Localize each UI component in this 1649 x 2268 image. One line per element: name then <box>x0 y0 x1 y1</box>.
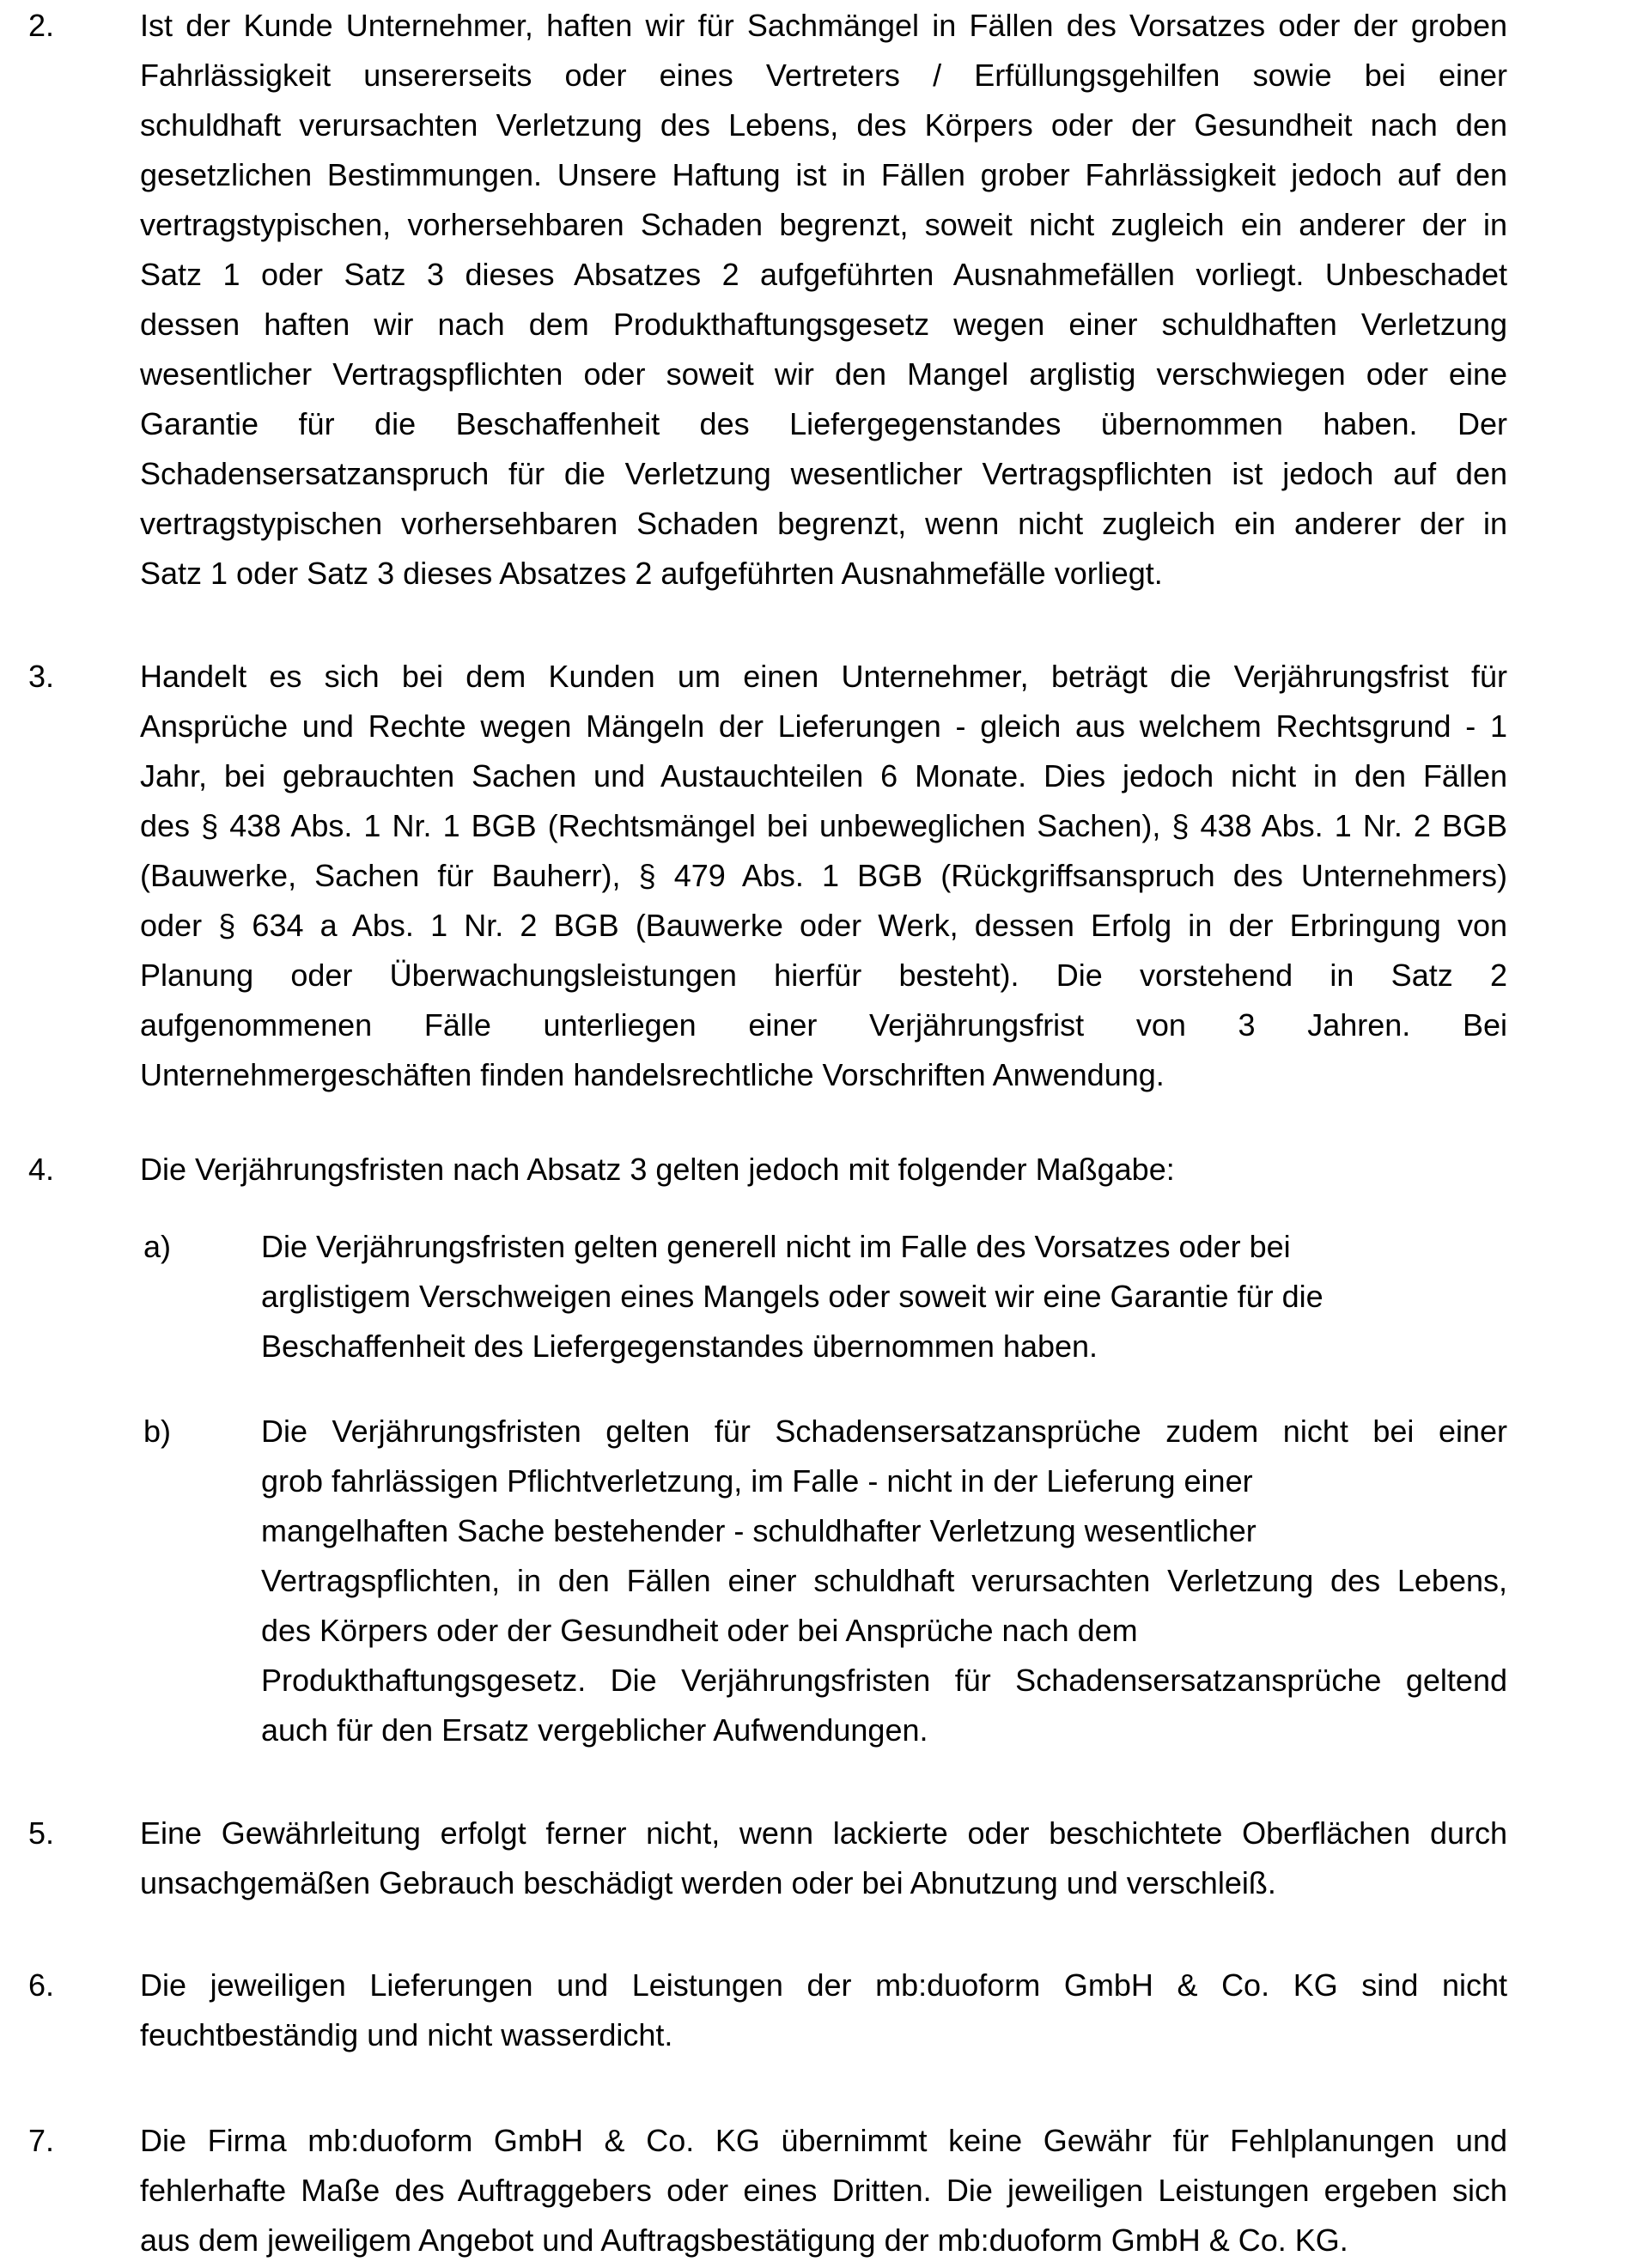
paragraph-line: Vertragspflichten, in den Fällen einer schuldhaft verursachten Verletzung des Lebens, <box>261 1563 1507 1598</box>
paragraph-line: Die jeweiligen Lieferungen und Leistungen der mb:duoform GmbH & Co. KG sind nicht <box>140 1967 1507 2003</box>
paragraph-line: auch für den Ersatz vergeblicher Aufwendungen. <box>261 1712 928 1748</box>
list-item-3 <box>28 652 1507 1100</box>
item-number: 2. <box>28 8 55 43</box>
item-body <box>140 652 1507 1100</box>
paragraph-line: mangelhaften Sache bestehender - schuldhafter Verletzung wesentlicher <box>261 1513 1257 1548</box>
sub-list-item-b <box>140 1407 1507 1755</box>
paragraph-line: Die Verjährungsfristen gelten generell nicht im Falle des Vorsatzes oder bei <box>261 1229 1291 1264</box>
paragraph-line: Produkthaftungsgesetz. Die Verjährungsfristen für Schadensersatzansprüche geltend <box>261 1663 1507 1698</box>
paragraph-line: Planung oder Überwachungsleistungen hierfür besteht). Die vorstehend in Satz 2 <box>140 958 1507 993</box>
item-number: 5. <box>28 1815 55 1851</box>
paragraph-line: unsachgemäßen Gebrauch beschädigt werden oder bei Abnutzung und verschleiß. <box>140 1865 1276 1900</box>
paragraph-line: fehlerhafte Maße des Auftraggebers oder eines Dritten. Die jeweiligen Leistungen ergeben sich <box>140 2173 1507 2208</box>
list-item-2 <box>28 1 1507 599</box>
item-number: 6. <box>28 1967 55 2003</box>
item-number: 3. <box>28 659 55 694</box>
item-body <box>140 1961 1507 2060</box>
paragraph-line: Beschaffenheit des Liefergegenstandes übernommen haben. <box>261 1329 1098 1364</box>
paragraph-line: Satz 1 oder Satz 3 dieses Absatzes 2 aufgeführten Ausnahmefälle vorliegt. <box>140 556 1163 591</box>
paragraph-line: Unternehmergeschäften finden handelsrechtliche Vorschriften Anwendung. <box>140 1057 1165 1092</box>
paragraph-line: oder § 634 a Abs. 1 Nr. 2 BGB (Bauwerke oder Werk, dessen Erfolg in der Erbringung von <box>140 908 1507 943</box>
paragraph-line: vertragstypischen, vorhersehbaren Schaden begrenzt, soweit nicht zugleich ein anderer der in <box>140 207 1507 242</box>
paragraph-line: aufgenommenen Fälle unterliegen einer Verjährungsfrist von 3 Jahren. Bei <box>140 1007 1507 1043</box>
paragraph-line: (Bauwerke, Sachen für Bauherr), § 479 Abs. 1 BGB (Rückgriffsanspruch des Unternehmers) <box>140 858 1507 893</box>
subitem-letter: a) <box>143 1229 172 1264</box>
sub-list-item-a <box>140 1222 1507 1371</box>
paragraph-line: Die Verjährungsfristen nach Absatz 3 gelten jedoch mit folgender Maßgabe: <box>140 1152 1175 1187</box>
item-body <box>140 1145 1507 1755</box>
paragraph-line: aus dem jeweiligem Angebot und Auftragsbestätigung der mb:duoform GmbH & Co. KG. <box>140 2222 1348 2258</box>
list-item-6 <box>28 1961 1507 2060</box>
paragraph-line: Die Firma mb:duoform GmbH & Co. KG übernimmt keine Gewähr für Fehlplanungen und <box>140 2123 1507 2158</box>
paragraph-line: Satz 1 oder Satz 3 dieses Absatzes 2 aufgeführten Ausnahmefällen vorliegt. Unbeschadet <box>140 257 1507 292</box>
paragraph-line: vertragstypischen vorhersehbaren Schaden begrenzt, wenn nicht zugleich ein anderer der in <box>140 506 1507 541</box>
list-item-7 <box>28 2116 1507 2265</box>
paragraph-line: Fahrlässigkeit unsererseits oder eines Vertreters / Erfüllungsgehilfen sowie bei einer <box>140 58 1507 93</box>
paragraph-line: feuchtbeständig und nicht wasserdicht. <box>140 2017 673 2052</box>
item-body <box>140 1809 1507 1908</box>
paragraph-line: dessen haften wir nach dem Produkthaftungsgesetz wegen einer schuldhaften Verletzung <box>140 307 1507 342</box>
item-body <box>140 2116 1507 2265</box>
paragraph-line: arglistigem Verschweigen eines Mangels oder soweit wir eine Garantie für die <box>261 1279 1323 1314</box>
item-number: 4. <box>28 1152 55 1187</box>
paragraph-line: Eine Gewährleitung erfolgt ferner nicht, wenn lackierte oder beschichtete Oberflächen durch <box>140 1815 1507 1851</box>
paragraph-line: grob fahrlässigen Pflichtverletzung, im Falle - nicht in der Lieferung einer <box>261 1463 1253 1499</box>
paragraph-line: des § 438 Abs. 1 Nr. 1 BGB (Rechtsmängel bei unbeweglichen Sachen), § 438 Abs. 1 Nr. 2 BGB <box>140 808 1507 843</box>
subitem-body <box>261 1222 1507 1371</box>
item-number: 7. <box>28 2123 55 2158</box>
paragraph-line: Schadensersatzanspruch für die Verletzung wesentlicher Vertragspflichten ist jedoch auf den <box>140 456 1507 491</box>
paragraph-line: Ist der Kunde Unternehmer, haften wir für Sachmängel in Fällen des Vorsatzes oder der groben <box>140 8 1507 43</box>
item-body <box>140 1 1507 599</box>
paragraph-line: des Körpers oder der Gesundheit oder bei Ansprüche nach dem <box>261 1613 1138 1648</box>
subitem-letter: b) <box>143 1414 172 1449</box>
subitem-body <box>261 1407 1507 1755</box>
paragraph-line: wesentlicher Vertragspflichten oder soweit wir den Mangel arglistig verschwiegen oder eine <box>140 356 1507 392</box>
paragraph-line: Garantie für die Beschaffenheit des Liefergegenstandes übernommen haben. Der <box>140 406 1507 441</box>
list-item-5 <box>28 1809 1507 1908</box>
list-item-4 <box>28 1145 1507 1755</box>
paragraph-line: Ansprüche und Rechte wegen Mängeln der Lieferungen - gleich aus welchem Rechtsgrund - 1 <box>140 708 1507 744</box>
paragraph-line: Die Verjährungsfristen gelten für Schadensersatzansprüche zudem nicht bei einer <box>261 1414 1507 1449</box>
paragraph-line: schuldhaft verursachten Verletzung des Lebens, des Körpers oder der Gesundheit nach den <box>140 107 1507 143</box>
paragraph-line: Jahr, bei gebrauchten Sachen und Austauchteilen 6 Monate. Dies jedoch nicht in den Fällen <box>140 758 1507 793</box>
paragraph-line: Handelt es sich bei dem Kunden um einen Unternehmer, beträgt die Verjährungsfrist für <box>140 659 1507 694</box>
paragraph-line: gesetzlichen Bestimmungen. Unsere Haftung ist in Fällen grober Fahrlässigkeit jedoch auf den <box>140 157 1507 192</box>
